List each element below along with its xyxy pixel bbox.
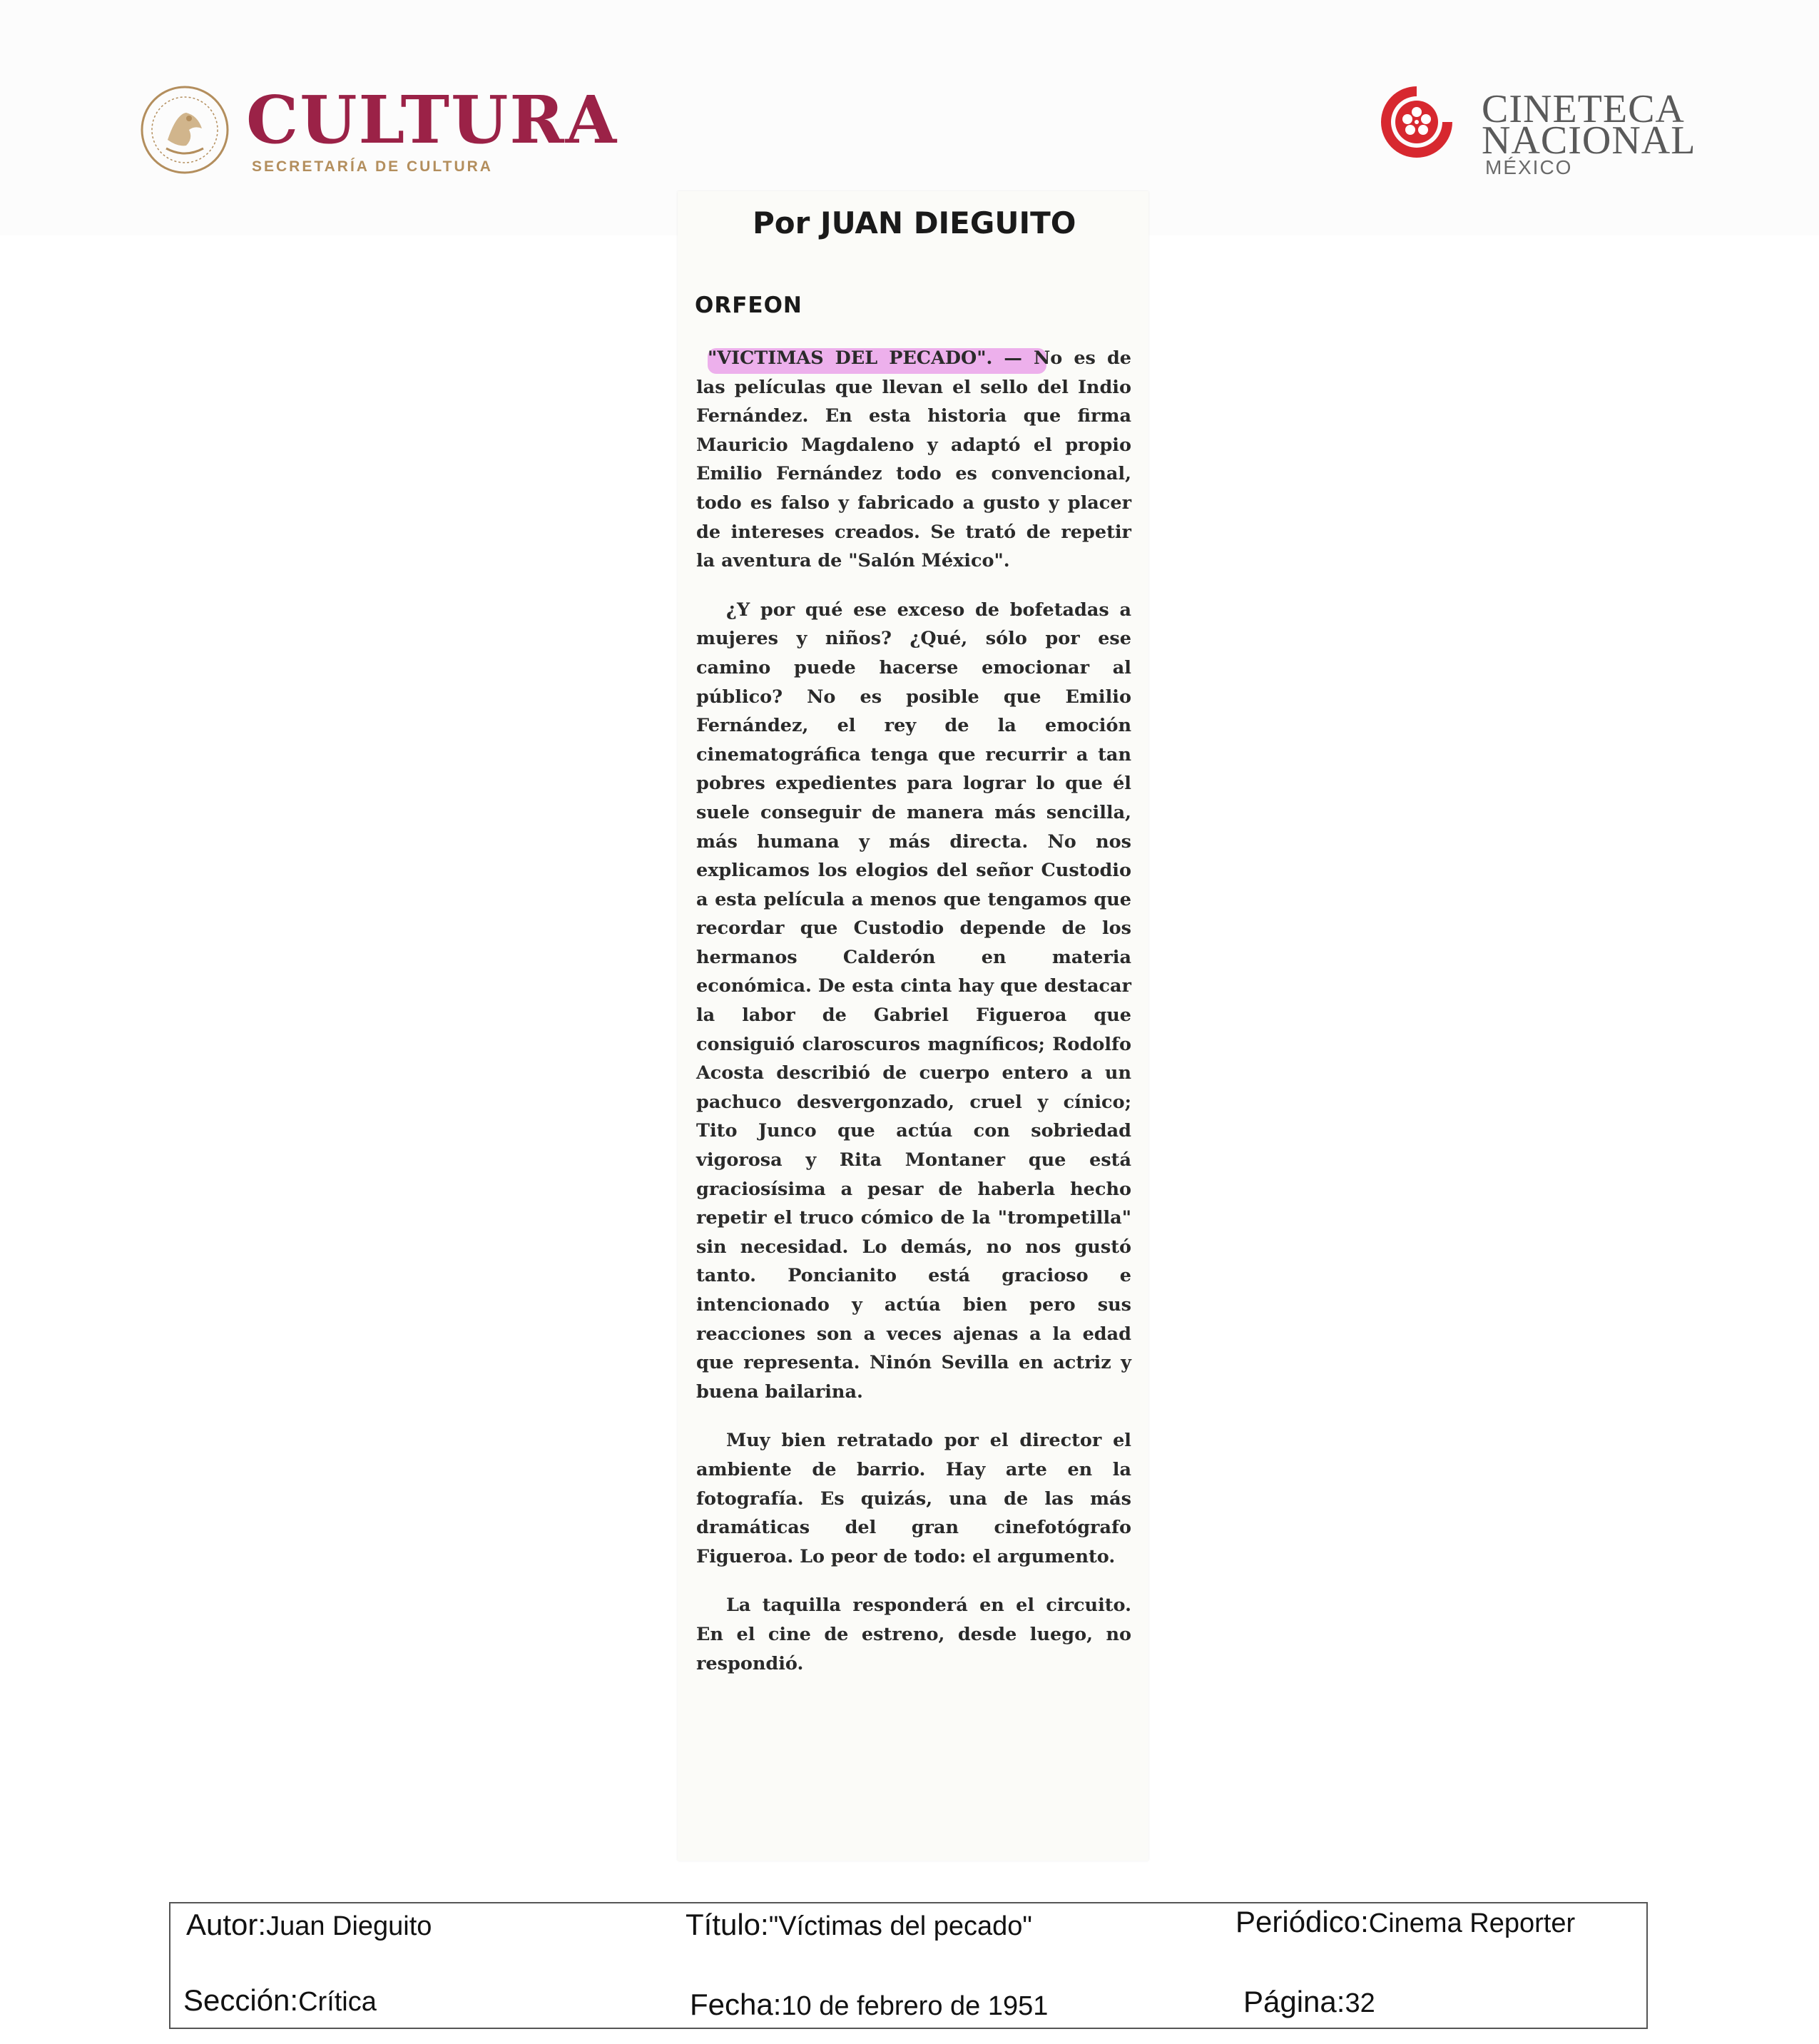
cultura-logo (139, 81, 618, 184)
autor-field (186, 1908, 432, 1942)
seccion-label: Sección: (183, 1983, 299, 2017)
article-paragraph (696, 344, 1131, 576)
titulo-field (686, 1908, 1032, 1942)
mexican-seal-icon (139, 84, 230, 176)
titulo-label: Título: (686, 1908, 769, 1941)
article-body (696, 344, 1131, 1698)
periodico-label: Periódico: (1235, 1905, 1369, 1938)
seccion-field (183, 1983, 377, 2018)
seccion-value: Crítica (298, 1987, 377, 2017)
cineteca-logo (1377, 82, 1712, 182)
autor-value: Juan Dieguito (266, 1911, 432, 1941)
cultura-wordmark: CULTURA (246, 81, 618, 158)
pagina-field (1243, 1985, 1375, 2019)
fecha-field (690, 1988, 1048, 2022)
newspaper-clipping (678, 191, 1148, 1861)
article-paragraph: La taquilla responderá en el circuito. En el cine de estreno, desde luego, no respondió. (696, 1595, 1131, 1674)
autor-label: Autor: (186, 1908, 267, 1941)
fecha-label: Fecha: (690, 1988, 782, 2021)
nacional-word: NACIONAL (1482, 118, 1696, 163)
periodico-value: Cinema Reporter (1368, 1908, 1576, 1938)
byline: Por JUAN DIEGUITO (753, 205, 1076, 240)
paragraph-text: — No es de las películas que llevan el sello del Indio Fernández. En esta historia que firma Mauricio Magdaleno y adaptó el propio Emilio Fernández todo es convencional, todo es falso y fabricado a gusto y placer de intereses creados. Se trató de repetir la aventura de "Salón México". (696, 347, 1131, 572)
titulo-value: "Víctimas del pecado" (768, 1911, 1032, 1941)
pagina-value: 32 (1345, 1988, 1375, 2018)
cultura-subtitle: SECRETARÍA DE CULTURA (252, 158, 493, 175)
article-paragraph: ¿Y por qué ese exceso de bofetadas a mujeres y niños? ¿Qué, sólo por ese camino puede hacerse emocionar al público? No es posible que Emilio Fernández, el rey de la emoción cinematográfica tenga que recurrir a tan pobres expedientes para lograr lo que él suele conseguir de manera más sencilla, más humana y más directa. No nos explicamos los elogios del señor Custodio a esta película a menos que tengamos que recordar que Custodio depende de los hermanos Calderón en materia económica. De esta cinta hay que destacar la labor de Gabriel Figueroa que consiguió claroscuros magníficos; Rodolfo Acosta describió de cuerpo entero a un pachuco desvergonzado, cruel y cínico; Tito Junco que actúa con sobriedad vigorosa y Rita Montaner que está graciosísima a pesar de haberla hecho repetir el truco cómico de la "trompetilla" sin necesidad. Lo demás, no nos gustó tanto. Poncianito está gracioso e intencionado y actúa bien pero sus reacciones son a veces ajenas a la edad que representa. Ninón Sevilla en actriz y buena bailarina. (696, 599, 1131, 1403)
periodico-field (1235, 1905, 1575, 1939)
metadata-box (169, 1902, 1648, 2029)
pagina-label: Página: (1243, 1985, 1345, 2018)
film-reel-icon (1377, 82, 1457, 162)
film-title: "VICTIMAS DEL PECADO". (708, 347, 993, 369)
section-heading: ORFEON (695, 293, 802, 318)
cineteca-word: CINETECA (1482, 87, 1685, 131)
mexico-word: MÉXICO (1485, 156, 1573, 178)
article-paragraph: Muy bien retratado por el director el ambiente de barrio. Hay arte en la fotografía. Es quizás, una de las más dramáticas del gran cinefotógrafo Figueroa. Lo peor de todo: el argumento. (696, 1430, 1131, 1567)
fecha-value: 10 de febrero de 1951 (781, 1991, 1049, 2021)
